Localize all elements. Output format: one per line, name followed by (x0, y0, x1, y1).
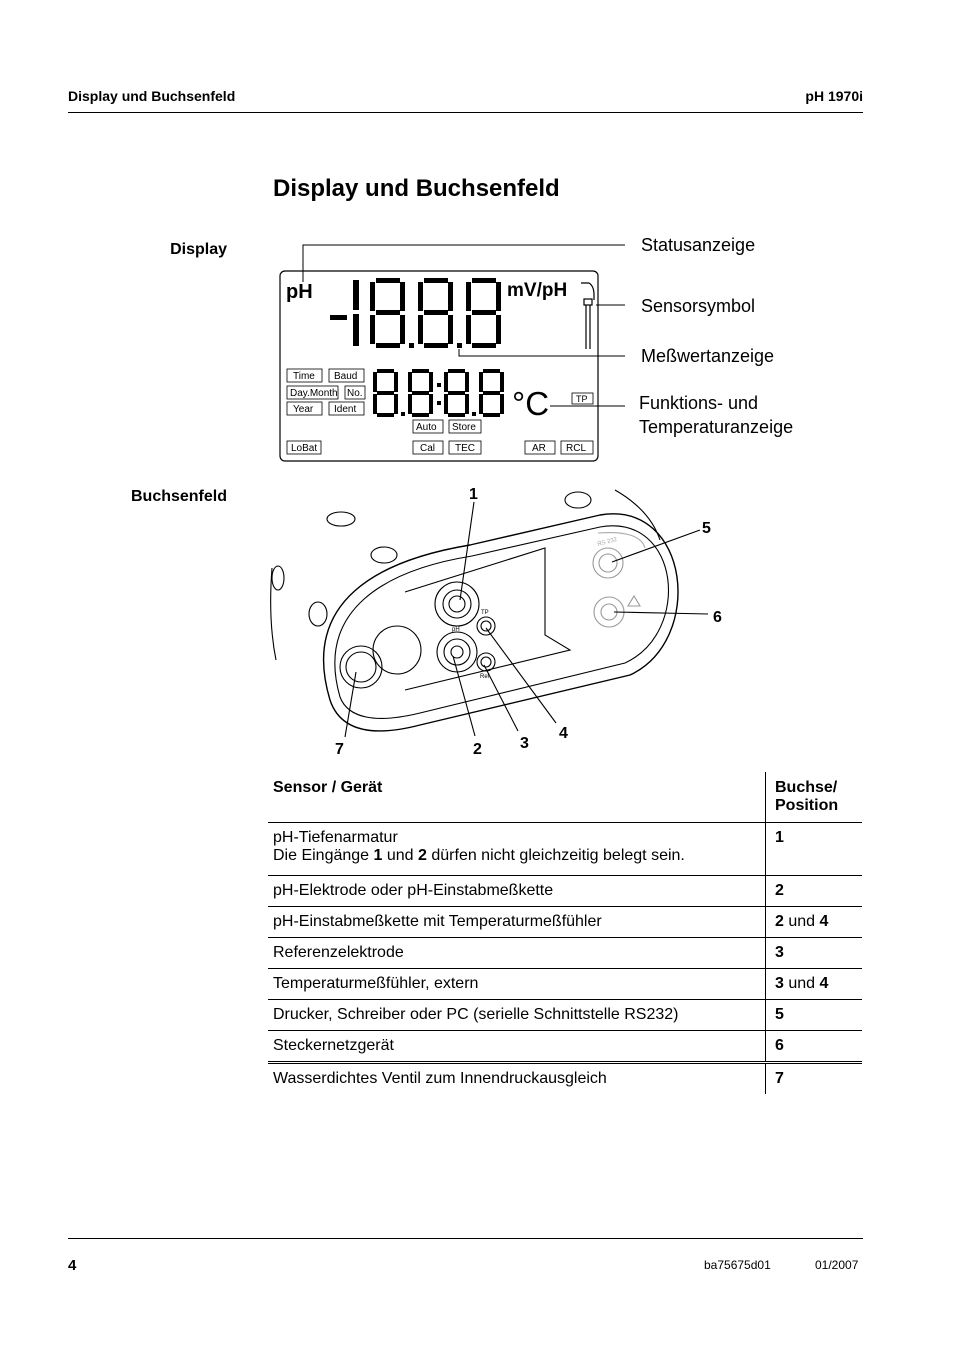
table-row (268, 1063, 862, 1095)
panel-number-4: 4 (559, 725, 568, 742)
table-row (268, 823, 862, 876)
housing-bump (272, 566, 284, 590)
socket-label-rs232: RS 232 (596, 536, 618, 548)
panel-number-7: 7 (335, 741, 344, 758)
lcd-label-cal: Cal (420, 443, 436, 454)
lcd-label-ar: AR (532, 443, 546, 454)
lcd-label-no: No. (347, 388, 363, 399)
table-cell-position: 6 (766, 1031, 863, 1063)
pressure-valve-cover (373, 626, 421, 674)
decimal-point (457, 343, 462, 348)
lcd-label-lobat: LoBat (291, 443, 318, 454)
socket-5-rs232 (593, 548, 623, 578)
table-cell-sensor: Drucker, Schreiber oder PC (serielle Schnittstelle RS232) (273, 1006, 679, 1023)
lcd-label-time: Time (293, 371, 315, 382)
socket-2 (437, 632, 477, 672)
table-cell-sensor: Steckernetzgerät (273, 1037, 394, 1054)
running-header-model: pH 1970i (805, 88, 863, 104)
table-cell-position: 3 und 4 (766, 969, 863, 1000)
lcd-label-baud: Baud (334, 371, 358, 382)
callout-funktions: Funktions- und (639, 393, 759, 413)
page-title: Display und Buchsenfeld (273, 175, 560, 202)
table-cell-sensor: Referenzelektrode (273, 944, 404, 961)
panel-number-6: 6 (713, 609, 722, 626)
unit-ph: pH (286, 281, 313, 303)
section-label-buchsenfeld: Buchsenfeld (130, 488, 227, 505)
decimal-point (409, 343, 414, 348)
table-cell-position: 5 (766, 1000, 863, 1031)
table-row (268, 876, 862, 907)
housing-bump (327, 512, 355, 526)
callout-temperaturanzeige: Temperaturanzeige (639, 417, 794, 437)
lcd-label-year: Year (293, 404, 314, 415)
callout-statusanzeige: Statusanzeige (641, 235, 756, 255)
minus-segment (330, 315, 347, 320)
lcd-label-auto: Auto (416, 422, 437, 433)
table-cell-position: 3 (766, 938, 863, 969)
table-cell-sensor: pH-Einstabmeßkette mit Temperaturmeßfühler (273, 913, 602, 930)
lcd-label-store: Store (452, 422, 476, 433)
header-rule (68, 112, 863, 113)
warning-triangle-icon (628, 596, 640, 606)
table-cell-sensor: Temperaturmeßfühler, extern (273, 975, 479, 992)
socket-4 (477, 617, 495, 635)
footer-rule (68, 1238, 863, 1239)
table-cell-sensor: Wasserdichtes Ventil zum Innendruckausgleich (273, 1070, 607, 1087)
table-cell-position: 1 (766, 823, 863, 876)
panel-recess (405, 548, 570, 690)
table-cell-position: 2 und 4 (766, 907, 863, 938)
lcd-label-tec: TEC (455, 443, 475, 454)
lcd-label-tp: TP (576, 394, 588, 404)
callout-sensorsymbol: Sensorsymbol (641, 296, 756, 316)
table-header-sensor: Sensor / Gerät (273, 779, 383, 796)
socket-panel-figure (268, 478, 738, 763)
panel-number-3: 3 (520, 735, 529, 752)
socket-1 (435, 582, 479, 626)
table-row (268, 907, 862, 938)
housing-edge (271, 568, 276, 660)
socket-label-ph: pH (452, 627, 460, 633)
document-id: ba75675d01 (704, 1258, 771, 1272)
unit-mv-ph: mV/pH (507, 280, 568, 301)
table-header-row (268, 772, 862, 823)
housing-bump (565, 492, 591, 508)
table-cell-sensor: pH-Tiefenarmatur Die Eingänge 1 und 2 dürfen nicht gleichzeitig belegt sein. (273, 829, 685, 864)
lcd-label-rcl: RCL (566, 443, 587, 454)
panel-inner (335, 526, 669, 719)
housing-bump (371, 547, 397, 563)
page-number: 4 (68, 1257, 77, 1274)
table-cell-position: 2 (766, 876, 863, 907)
table-cell-sensor: pH-Elektrode oder pH-Einstabmeßkette (273, 882, 554, 899)
section-label-display: Display (170, 241, 227, 258)
table-row (268, 1031, 862, 1063)
housing-bump (309, 602, 327, 626)
panel-number-1: 1 (469, 486, 478, 503)
callout-messwertanzeige: Meßwertanzeige (641, 346, 775, 366)
table-header-position: Buchse/ Position (766, 772, 863, 823)
socket-assignment-table (268, 772, 862, 1094)
table-row (268, 1000, 862, 1031)
socket-label-ref: Ref (480, 674, 490, 680)
display-figure (270, 230, 830, 475)
panel-number-5: 5 (702, 520, 711, 537)
panel-number-2: 2 (473, 741, 482, 758)
degree-celsius: °C (512, 385, 550, 422)
lcd-label-daymonth: Day.Month (290, 388, 338, 399)
table-row (268, 938, 862, 969)
table-cell-position: 7 (766, 1063, 863, 1095)
table-row (268, 969, 862, 1000)
lcd-label-ident: Ident (334, 404, 357, 415)
running-header-title: Display und Buchsenfeld (68, 88, 236, 104)
document-date: 01/2007 (815, 1258, 859, 1272)
socket-label-tp: TP (481, 610, 489, 616)
